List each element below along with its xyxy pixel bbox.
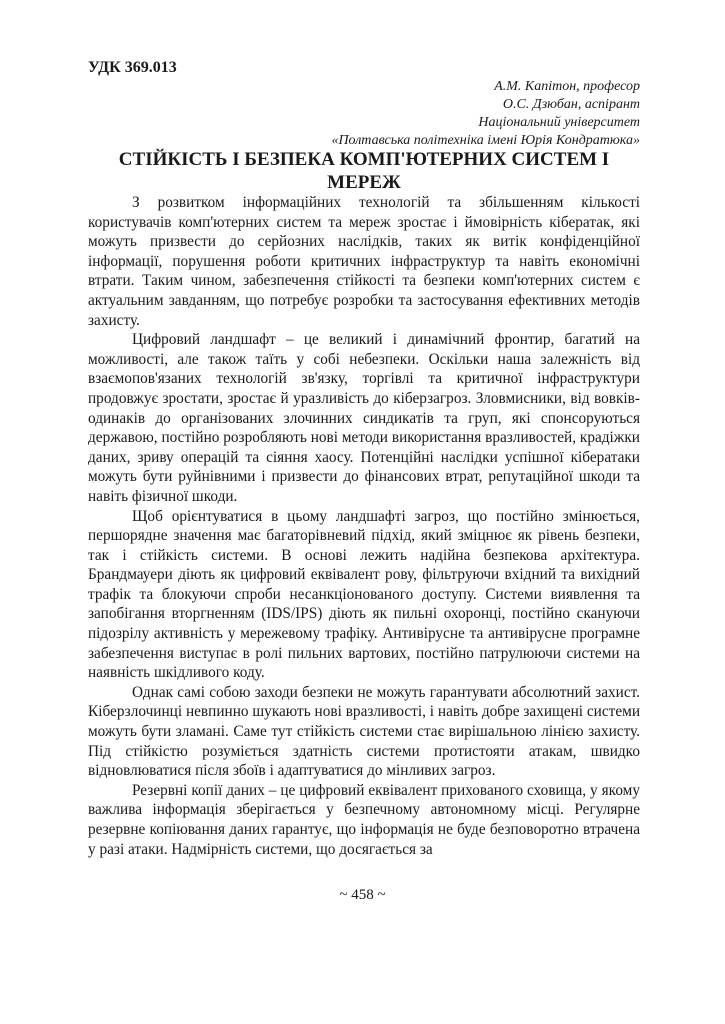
paragraph-1: З розвитком інформаційних технологій та збільшенням кількості користувачів комп'ютерних систем та мереж зростає і ймовірність кібератак, які можуть призвести до серйозних наслідків, таких як витік конфіденційної інформації, порушення роботи критичних інфраструктур та навіть економічні втрати. Таким чином, забезпечення стійкості та безпеки комп'ютерних систем є актуальним завданням, що потребує розробки та застосування ефективних методів захисту. (88, 194, 640, 329)
author-block (80, 78, 640, 150)
paragraph-4: Однак самі собою заходи безпеки не можуть гарантувати абсолютний захист. Кіберзлочинці невпинно шукають нові вразливості, і навіть добре захищені системи можуть бути зламані. Саме тут стійкість системи стає вирішальною лінією захисту. Під стійкістю розуміється здатність системи протистояти атакам, швидко відновлюватися після збоїв і адаптуватися до мінливих загроз. (88, 683, 640, 780)
author-line-1: А.М. Капітон, професор (494, 79, 640, 94)
paragraph-2: Цифровий ландшафт – це великий і динамічний фронтир, багатий на можливості, але також таїть у собі небезпеки. Оскільки наша залежність від взаємопов'язаних технологій зв'язку, торгівлі та критичної інфраструктури продовжує зростати, зростає й уразливість до кіберзагроз. Зловмисники, від вовків-одинаків до організованих злочинних синдикатів та груп, які спонсоруються державою, постійно розробляють нові методи використання вразливостей, крадіжки даних, зриву операцій та сіяння хаосу. Потенційні наслідки успішної кібератаки можуть бути руйнівними і призвести до фінансових втрат, репутаційної шкоди та навіть фізичної шкоди. (88, 331, 640, 505)
article-body (88, 193, 640, 859)
author-line-2: О.С. Дзюбан, аспірант (502, 97, 640, 112)
affiliation-line-2: «Полтавська політехніка імені Юрія Кондратюка» (331, 133, 640, 148)
paragraph-5: Резервні копії даних – це цифровий еквівалент прихованого сховища, у якому важлива інформація зберігається у безпечному автономному місці. Регулярне резервне копіювання даних гарантує, що інформація не буде безповоротно втрачена у разі атаки. Надмірність системи, що досягається за (88, 781, 640, 858)
affiliation-line-1: Національний університет (478, 115, 640, 130)
udk-code: УДК 369.013 (88, 59, 177, 76)
article-title: СТІЙКІСТЬ І БЕЗПЕКА КОМП'ЮТЕРНИХ СИСТЕМ І МЕРЕЖ (118, 149, 610, 193)
paragraph-3: Щоб орієнтуватися в цьому ландшафті загроз, що постійно змінюється, першорядне значення має багаторівневий підхід, який зміцнює як рівень безпеки, так і стійкість системи. В основі лежить надійна безпекова архітектура. Брандмауери діють як цифровий еквівалент рову, фільтруючи вхідний та вихідний трафік та блокуючи спроби несанкціонованого доступу. Системи виявлення та запобігання вторгненням (IDS/IPS) діють як пильні охоронці, постійно скануючи підозрілу активність у мережевому трафіку. Антивірусне та антивірусне програмне забезпечення виступає в ролі пильних вартових, постійно патрулюючи системи на наявність шкідливого коду. (88, 507, 640, 682)
page-number: ~ 458 ~ (339, 887, 386, 903)
